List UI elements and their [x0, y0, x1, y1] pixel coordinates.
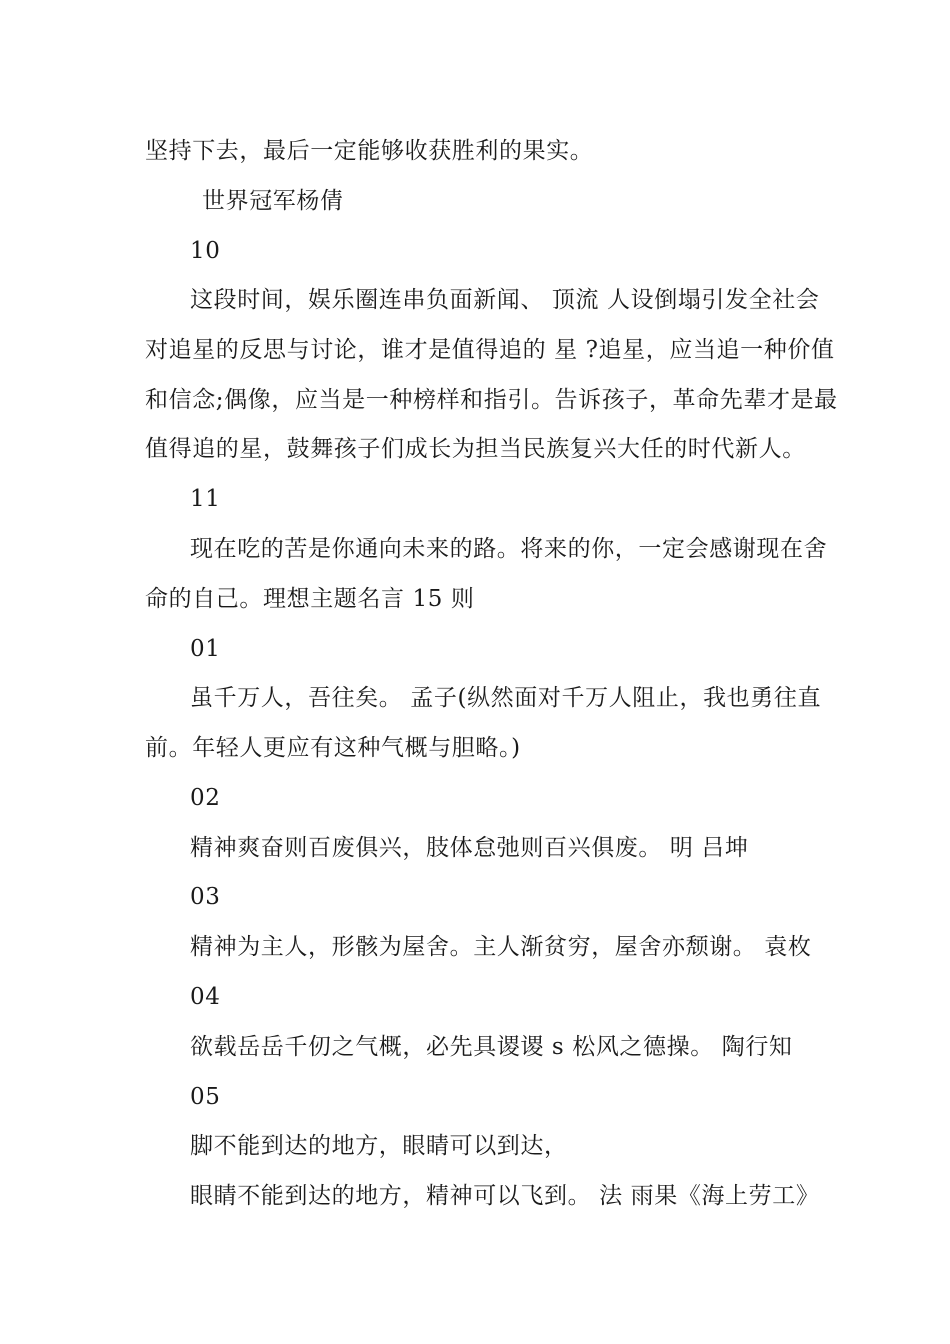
- intro-attribution: 世界冠军杨倩: [202, 188, 344, 214]
- section-number-10: 10: [190, 238, 221, 264]
- paragraph-line: 现在吃的苦是你通向未来的路。将来的你，一定会感谢现在舍: [190, 536, 828, 562]
- quote-number-03: 03: [190, 884, 221, 910]
- paragraph-line: 值得追的星，鼓舞孩子们成长为担当民族复兴大任的时代新人。: [145, 436, 806, 462]
- quote-line: 虽千万人，吾往矣。 孟子(纵然面对千万人阻止，我也勇往直: [190, 685, 822, 711]
- quote-number-04: 04: [190, 984, 221, 1010]
- quote-line: 前。年轻人更应有这种气概与胆略。): [145, 735, 521, 761]
- quote-number-05: 05: [190, 1084, 221, 1110]
- quote-line: 精神为主人，形骸为屋舍。主人渐贫穷，屋舍亦颓谢。 袁枚: [190, 934, 812, 960]
- quote-number-01: 01: [190, 636, 221, 662]
- paragraph-line: 命的自己。理想主题名言 15 则: [145, 586, 475, 612]
- quote-line: 脚不能到达的地方，眼睛可以到达，: [190, 1133, 568, 1159]
- intro-tail-line: 坚持下去，最后一定能够收获胜利的果实。: [145, 138, 594, 164]
- paragraph-line: 对追星的反思与讨论，谁才是值得追的 星 ?追星，应当追一种价值: [145, 337, 835, 363]
- paragraph-line: 这段时间，娱乐圈连串负面新闻、 顶流 人设倒塌引发全社会: [190, 287, 820, 313]
- quote-line: 眼睛不能到达的地方，精神可以飞到。 法 雨果《海上劳工》: [190, 1183, 820, 1209]
- quote-line: 欲载岳岳千仞之气概，必先具谡谡 s 松风之德操。 陶行知: [190, 1034, 793, 1060]
- paragraph-line: 和信念;偶像，应当是一种榜样和指引。告诉孩子，革命先辈才是最: [145, 387, 838, 413]
- section-number-11: 11: [190, 486, 221, 512]
- quote-number-02: 02: [190, 785, 221, 811]
- quote-line: 精神爽奋则百废俱兴，肢体怠弛则百兴俱废。 明 吕坤: [190, 835, 749, 861]
